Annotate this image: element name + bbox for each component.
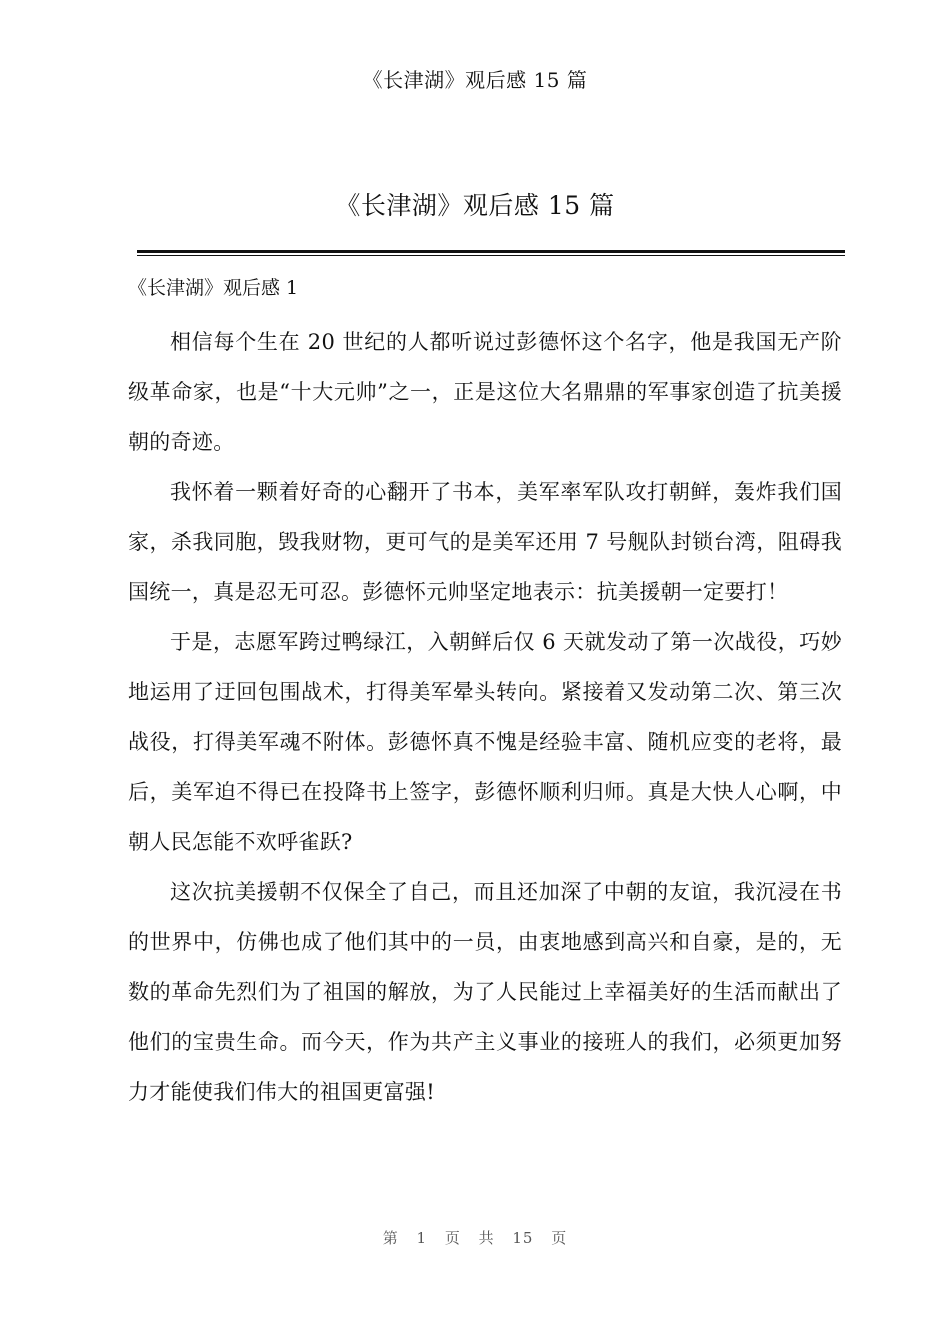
paragraph: 于是，志愿军跨过鸭绿江，入朝鲜后仅 6 天就发动了第一次战役，巧妙地运用了迂回包围战术，打得美军晕头转向。紧接着又发动第二次、第三次战役，打得美军魂不附体。彭德怀真不愧是经验丰富、随机应变的老将，最后，美军迫不得已在投降书上签字，彭德怀顺利归师。真是大快人心啊，中朝人民怎能不欢呼雀跃? [128, 630, 842, 854]
running-header: 《长津湖》观后感 15 篇 [362, 68, 588, 92]
paragraph: 这次抗美援朝不仅保全了自己，而且还加深了中朝的友谊，我沉浸在书的世界中，仿佛也成了他们其中的一员，由衷地感到高兴和自豪，是的，无数的革命先烈们为了祖国的解放，为了人民能过上幸福美好的生活而献出了他们的宝贵生命。而今天，作为共产主义事业的接班人的我们，必须更加努力才能使我们伟大的祖国更富强! [128, 880, 842, 1104]
title-divider [137, 250, 845, 256]
section-heading: 《长津湖》观后感 1 [128, 277, 299, 299]
document-title: 《长津湖》观后感 15 篇 [335, 191, 615, 220]
paragraph: 相信每个生在 20 世纪的人都听说过彭德怀这个名字，他是我国无产阶级革命家，也是“十大元帅”之一，正是这位大名鼎鼎的军事家创造了抗美援朝的奇迹。 [128, 330, 842, 454]
body-text [128, 317, 842, 1117]
paragraph: 我怀着一颗着好奇的心翻开了书本，美军率军队攻打朝鲜，轰炸我们国家，杀我同胞，毁我财物，更可气的是美军还用 7 号舰队封锁台湾，阻碍我国统一，真是忍无可忍。彭德怀元帅坚定地表示：抗美援朝一定要打！ [128, 480, 842, 604]
page-footer: 第 1 页 共 15 页 [382, 1229, 568, 1247]
